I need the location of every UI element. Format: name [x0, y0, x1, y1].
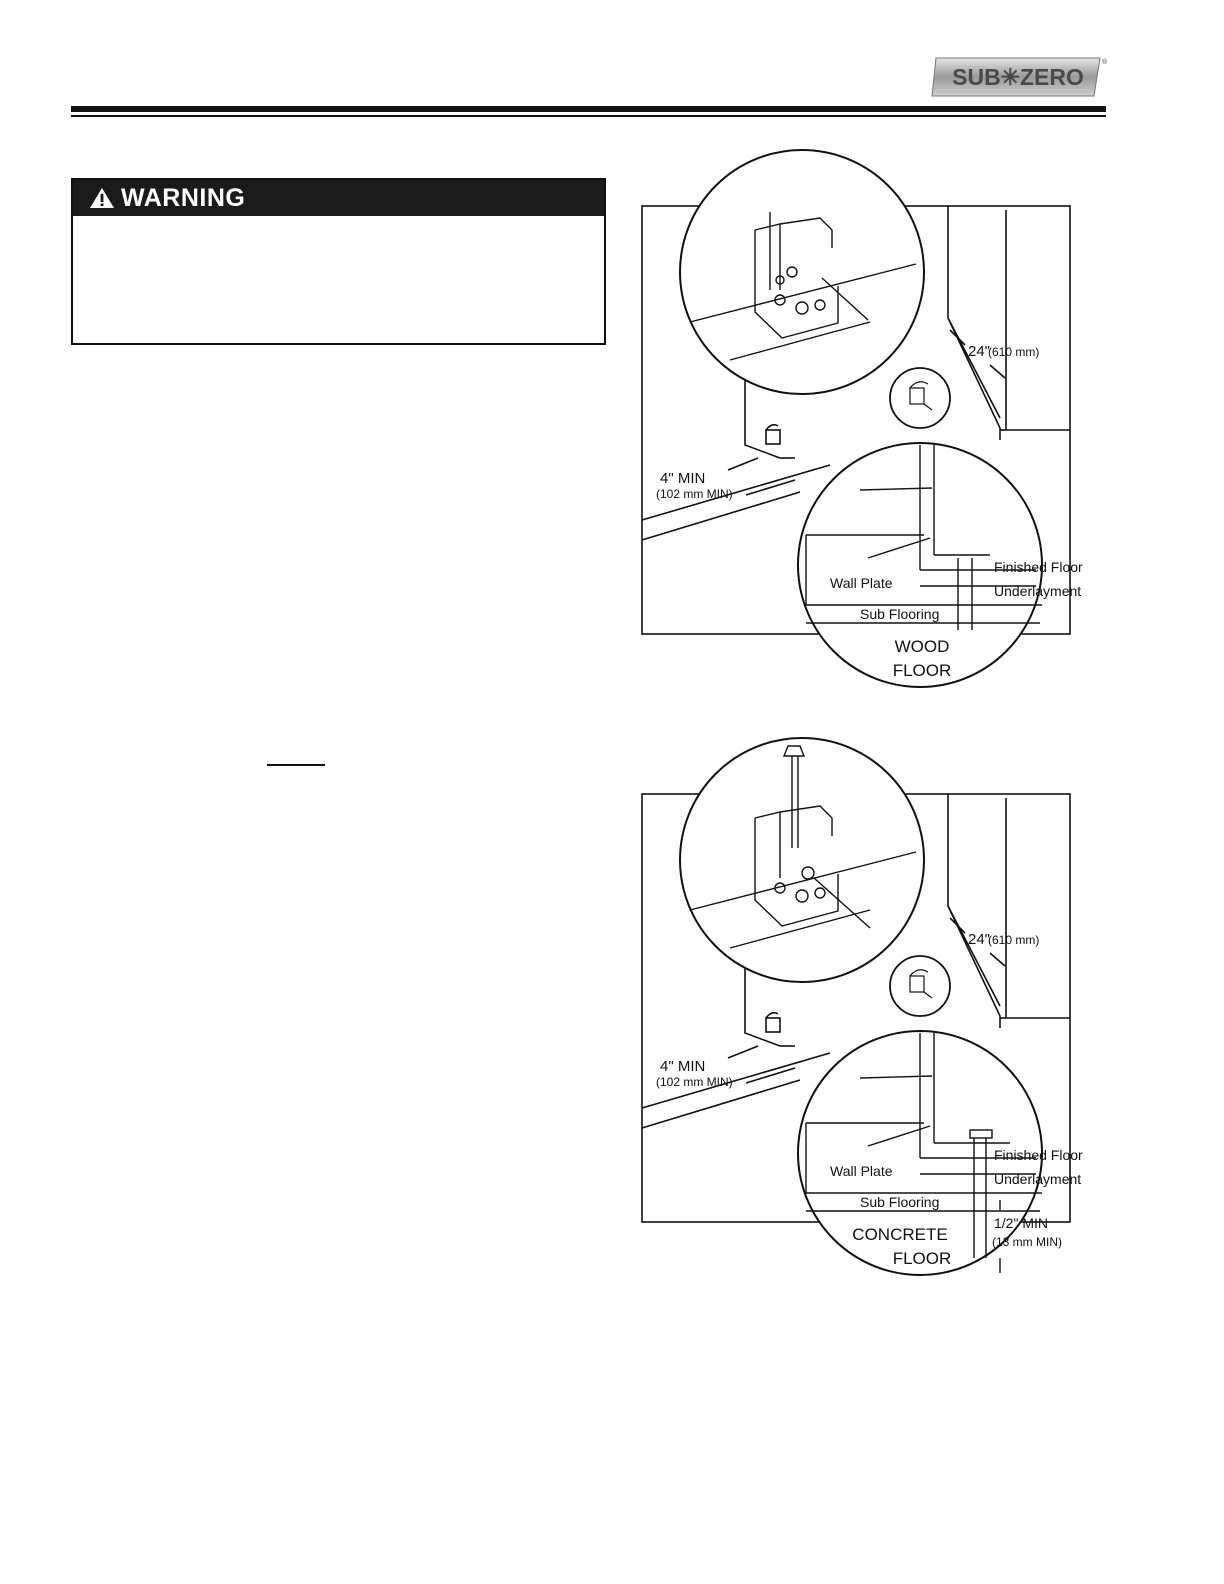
warning-title: WARNING: [121, 183, 246, 212]
floor-type-line1: CONCRETE: [852, 1225, 948, 1244]
warning-body: [73, 216, 604, 240]
label-wall-plate: Wall Plate: [830, 575, 893, 591]
label-sub-flooring: Sub Flooring: [860, 1194, 940, 1210]
anti-tip-figure-concrete: [620, 728, 1110, 1288]
label-sub-flooring: Sub Flooring: [860, 606, 940, 622]
label-finished-floor: Finished Floor: [994, 559, 1083, 575]
underline-mark: [267, 764, 325, 766]
bracket-locator-circle: [890, 368, 950, 428]
dim-anchor-metric: (13 mm MIN): [992, 1235, 1062, 1249]
dim-min-metric: (102 mm MIN): [656, 1075, 733, 1089]
floor-type-line2: FLOOR: [892, 1249, 952, 1268]
anti-tip-figure-wood: [620, 140, 1110, 700]
dim-min: 4" MIN: [660, 470, 706, 487]
dim-depth-metric: (610 mm): [988, 933, 1040, 947]
floor-type-line1: WOOD: [894, 637, 950, 656]
dim-depth: 24": [968, 931, 991, 948]
dim-min-metric: (102 mm MIN): [656, 487, 733, 501]
dim-depth-metric: (610 mm): [988, 345, 1040, 359]
dim-anchor: 1/2" MIN: [994, 1215, 1048, 1231]
logo-text: SUB✳ZERO: [952, 64, 1084, 90]
bracket-locator-circle: [890, 956, 950, 1016]
sub-zero-logo: [930, 56, 1106, 98]
warning-box: [71, 178, 606, 345]
warning-header: [73, 180, 604, 216]
warning-triangle-icon: [89, 187, 115, 209]
label-underlayment: Underlayment: [994, 583, 1082, 599]
label-finished-floor: Finished Floor: [994, 1147, 1083, 1163]
label-wall-plate: Wall Plate: [830, 1163, 893, 1179]
registered-mark: ®: [1102, 59, 1108, 66]
header-rule: [71, 106, 1106, 112]
dim-min: 4" MIN: [660, 1058, 706, 1075]
floor-type-line2: FLOOR: [892, 661, 952, 680]
header-rule-thin: [71, 115, 1106, 117]
dim-depth: 24": [968, 343, 991, 360]
label-underlayment: Underlayment: [994, 1171, 1082, 1187]
